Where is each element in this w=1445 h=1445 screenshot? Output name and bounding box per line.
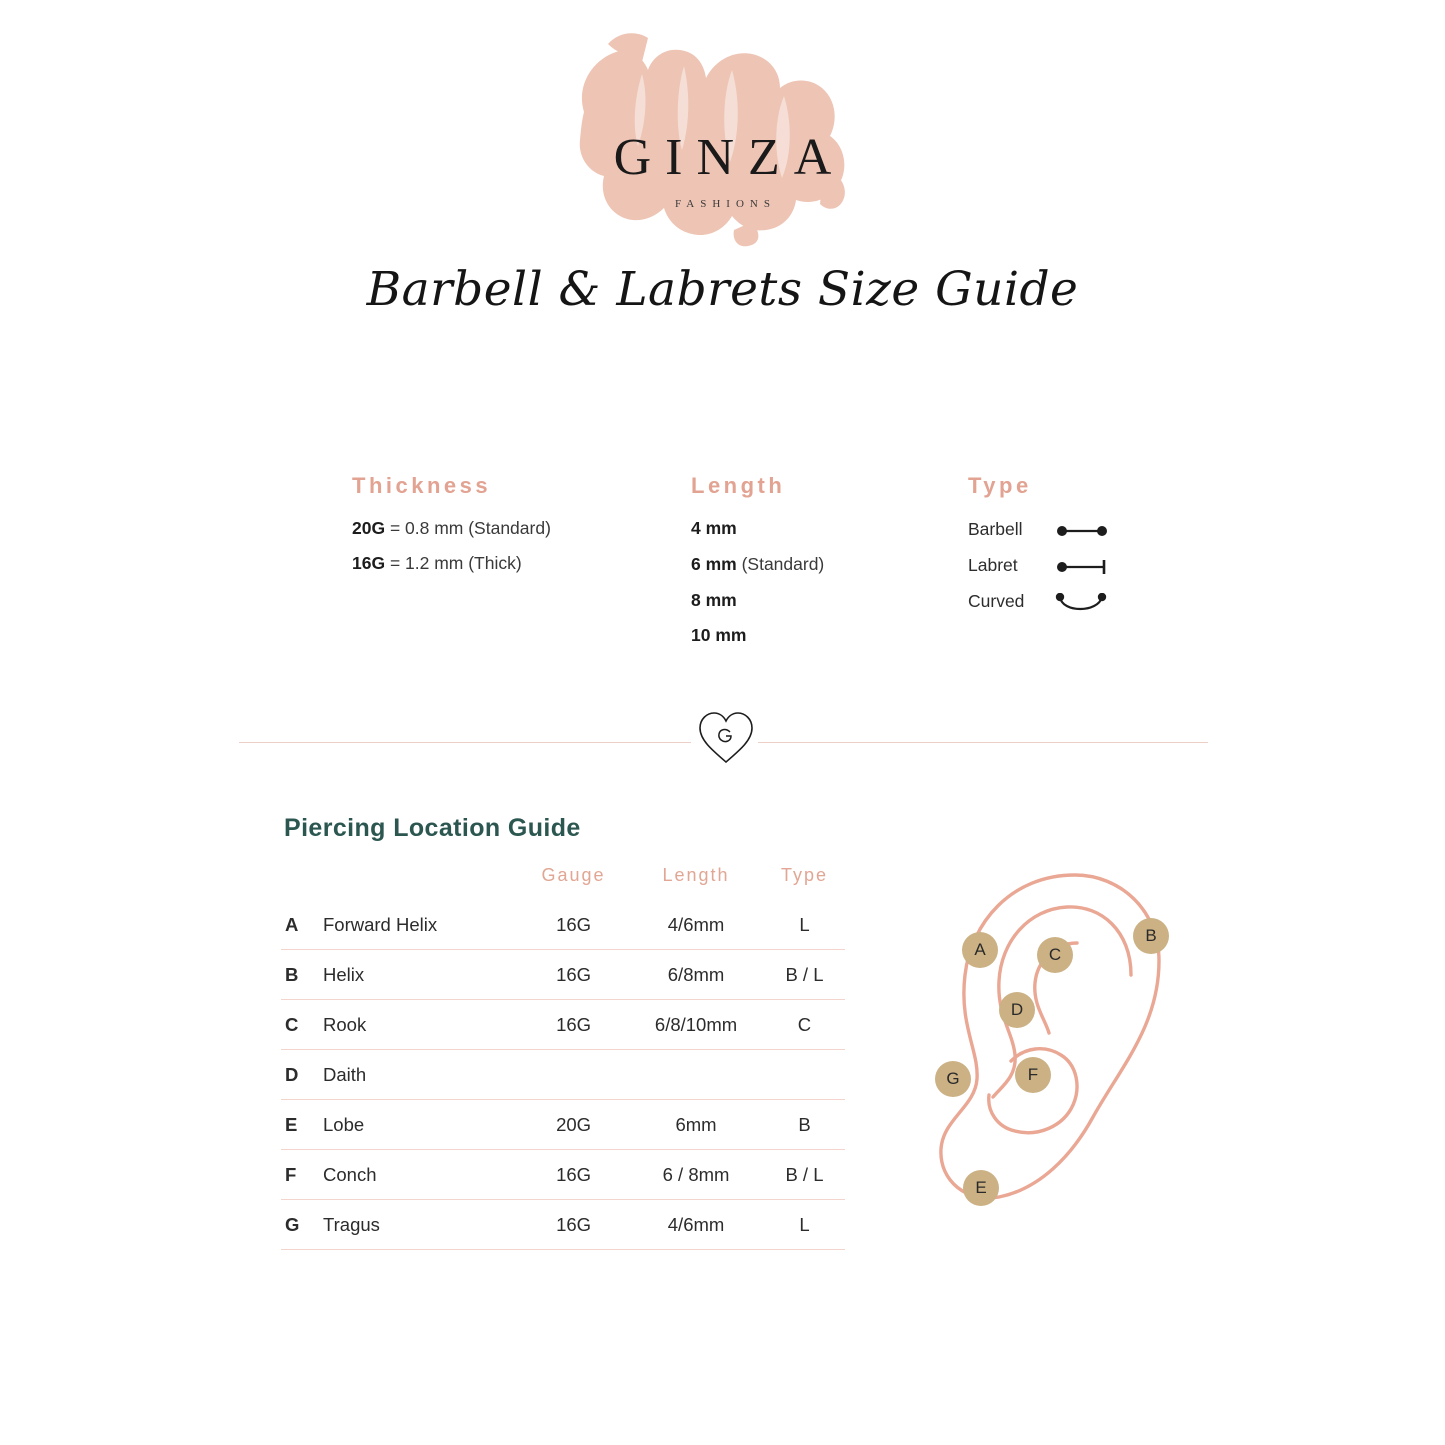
type-row-curved — [968, 591, 1158, 612]
row-name: Rook — [323, 1000, 519, 1050]
ear-marker-d: D — [999, 992, 1035, 1028]
thickness-heading: Thickness — [352, 473, 492, 498]
row-length: 6/8mm — [628, 950, 764, 1000]
thickness-row-value: 16G — [352, 553, 386, 573]
row-key: B — [281, 950, 323, 1000]
row-length — [628, 1050, 764, 1100]
curved-barbell-icon — [1052, 593, 1112, 617]
row-key: E — [281, 1100, 323, 1150]
row-key: G — [281, 1200, 323, 1250]
table-row — [281, 900, 845, 950]
row-name: Forward Helix — [323, 900, 519, 950]
row-gauge: 16G — [519, 1150, 628, 1200]
type-row-labret — [968, 555, 1158, 576]
ear-marker-g: G — [935, 1061, 971, 1097]
divider-line-right — [758, 742, 1208, 743]
ear-marker-f: F — [1015, 1057, 1051, 1093]
row-key: D — [281, 1050, 323, 1100]
table-row — [281, 950, 845, 1000]
row-type: L — [764, 900, 845, 950]
length-row-value: 8 mm — [691, 590, 737, 610]
length-heading: Length — [691, 473, 786, 498]
length-row-value: 6 mm — [691, 554, 737, 574]
type-heading: Type — [968, 473, 1032, 498]
row-key: C — [281, 1000, 323, 1050]
heart-icon — [696, 706, 756, 768]
table-row — [281, 1050, 845, 1100]
labret-icon — [1052, 557, 1112, 577]
type-label: Curved — [968, 591, 1025, 611]
type-row-barbell — [968, 519, 1158, 540]
row-length: 4/6mm — [628, 1200, 764, 1250]
row-length: 6 / 8mm — [628, 1150, 764, 1200]
type-label: Labret — [968, 555, 1018, 575]
thickness-row-value: 20G — [352, 518, 386, 538]
length-row — [691, 590, 737, 611]
page-title: Barbell & Labrets Size Guide — [366, 262, 1079, 317]
table-row — [281, 1100, 845, 1150]
piercing-location-table — [281, 864, 845, 1250]
brand-tagline: FASHIONS — [675, 198, 776, 210]
row-type: C — [764, 1000, 845, 1050]
length-row-value: 10 mm — [691, 625, 747, 645]
type-label: Barbell — [968, 519, 1023, 539]
row-length: 4/6mm — [628, 900, 764, 950]
brand-name: GINZA — [613, 129, 846, 186]
column-header-key — [281, 864, 323, 900]
divider-line-left — [239, 742, 691, 743]
row-gauge — [519, 1050, 628, 1100]
length-row-detail: (Standard) — [736, 554, 825, 574]
thickness-row — [352, 518, 551, 539]
thickness-row — [352, 553, 522, 574]
row-gauge: 20G — [519, 1100, 628, 1150]
column-header-type: Type — [780, 865, 828, 885]
row-gauge: 16G — [519, 1200, 628, 1250]
row-type: B / L — [764, 950, 845, 1000]
row-name: Lobe — [323, 1100, 519, 1150]
ear-marker-c: C — [1037, 937, 1073, 973]
thickness-row-detail: = 0.8 mm (Standard) — [385, 518, 551, 538]
length-row-value: 4 mm — [691, 518, 737, 538]
row-gauge: 16G — [519, 950, 628, 1000]
row-name: Conch — [323, 1150, 519, 1200]
row-type: B — [764, 1100, 845, 1150]
row-name: Helix — [323, 950, 519, 1000]
row-gauge: 16G — [519, 900, 628, 950]
row-length: 6/8/10mm — [628, 1000, 764, 1050]
ear-marker-a: A — [962, 932, 998, 968]
row-name: Tragus — [323, 1200, 519, 1250]
row-name: Daith — [323, 1050, 519, 1100]
length-row — [691, 554, 824, 575]
column-header-name — [323, 864, 519, 900]
length-row — [691, 518, 737, 539]
ear-diagram — [915, 865, 1205, 1235]
table-row — [281, 1000, 845, 1050]
table-row — [281, 1150, 845, 1200]
column-header-length: Length — [662, 865, 730, 885]
length-row — [691, 625, 746, 646]
thickness-row-detail: = 1.2 mm (Thick) — [385, 553, 522, 573]
table-header-row — [281, 864, 845, 900]
row-type: B / L — [764, 1150, 845, 1200]
row-length: 6mm — [628, 1100, 764, 1150]
table-row — [281, 1200, 845, 1250]
barbell-icon — [1052, 521, 1112, 541]
ear-marker-b: B — [1133, 918, 1169, 954]
row-gauge: 16G — [519, 1000, 628, 1050]
ear-marker-e: E — [963, 1170, 999, 1206]
brand-logo — [0, 18, 1445, 248]
column-header-gauge: Gauge — [541, 865, 606, 885]
row-type: L — [764, 1200, 845, 1250]
row-key: F — [281, 1150, 323, 1200]
row-type — [764, 1050, 845, 1100]
row-key: A — [281, 900, 323, 950]
piercing-section-title: Piercing Location Guide — [284, 814, 581, 842]
